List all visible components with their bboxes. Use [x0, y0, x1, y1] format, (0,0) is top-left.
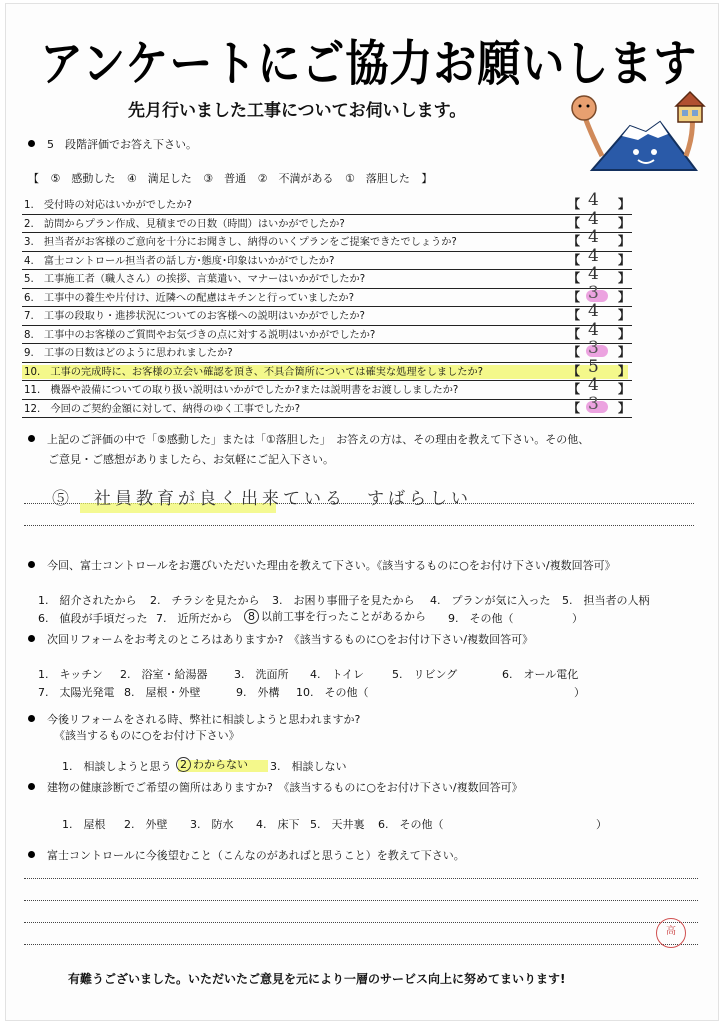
option-item[interactable]: 6. オール電化 [502, 668, 579, 681]
rating-table [22, 190, 632, 418]
option-item[interactable]: 1. 相談しようと思う [62, 760, 172, 773]
option-item[interactable]: 4. 床下 [256, 818, 300, 831]
answer-value[interactable]: 4 [588, 375, 599, 395]
bullet-icon [28, 783, 35, 790]
answer-line[interactable] [24, 922, 698, 923]
answer-value[interactable]: 4 [588, 319, 599, 340]
reason-prompt: 上記のご評価の中で「⑤感動した」または「①落胆した」 お答えの方は、その理由を教えて下さい。その他、 [28, 432, 589, 447]
answer-line[interactable] [24, 944, 698, 945]
table-row: 1. 受付時の対応はいかがでしたか? 【 4 】 [22, 196, 632, 215]
table-row: 4. 富士コントロール担当者の話し方･態度･印象はいかがでしたか? 【 4 】 [22, 252, 632, 271]
table-row: 11. 機器や設備についての取り扱い説明はいかがでしたか?または説明書をお渡ししましたか? 【 4 】 [22, 381, 632, 400]
reason-prompt-2: ご意見・ご感想がありましたら、お気軽にご記入下さい。 [48, 453, 334, 466]
option-item[interactable]: 5. 天井裏 [310, 818, 365, 831]
answer-value[interactable]: 3 [588, 282, 599, 303]
option-item[interactable]: 2. 浴室・給湯器 [120, 668, 208, 681]
option-item[interactable]: 9. 外構 [236, 686, 280, 699]
bullet-icon [28, 715, 35, 722]
option-close-paren: ） [596, 818, 607, 831]
table-row: 7. 工事の段取り・進捗状況についてのお客様への説明はいかがでしたか? 【 4 】 [22, 307, 632, 326]
option-item[interactable]: 3. お困り事冊子を見たから [272, 594, 415, 607]
option-item[interactable]: 6. 値段が手頃だった [38, 612, 148, 625]
footer-thanks: 有難うございました。いただいたご意見を元により一層のサービス向上に努めてまいります! [68, 972, 566, 986]
option-item[interactable]: 5. 担当者の人柄 [562, 594, 650, 607]
table-row: 10. 工事の完成時に、お客様の立会い確認を頂き、不具合箇所については確実な処理をしましたか? 【 5 】 [22, 363, 632, 382]
option-close-paren: ） [574, 686, 585, 699]
option-item[interactable]: 3. 洗面所 [234, 668, 289, 681]
table-row: 5. 工事施工者（職人さん）の挨拶、言葉遣い、マナーはいかがでしたか? 【 4 】 [22, 270, 632, 289]
table-row: 8. 工事中のお客様のご質問やお気づきの点に対する説明はいかがでしたか? 【 4 】 [22, 326, 632, 345]
answer-value[interactable]: 4 [588, 301, 599, 321]
option-item[interactable]: 1. キッチン [38, 668, 103, 681]
option-item[interactable]: 7. 近所だから [156, 612, 233, 625]
option-item-selected[interactable]: 2 わからない [176, 756, 248, 772]
mountain-mascot-icon [568, 86, 718, 176]
circled-mark: 8 [244, 609, 259, 624]
seal-stamp: 高 [656, 918, 686, 948]
answer-value[interactable]: 3 [588, 393, 599, 414]
reform-question: 次回リフォームをお考えのところはありますか? 《該当するものに○をお付け下さい/複数回答可》 [28, 632, 533, 647]
choice-question: 今回、富士コントロールをお選びいただいた理由を教えて下さい。《該当するものに○をお付け下さい/複数回答可》 [28, 558, 616, 573]
option-item-selected[interactable]: 8 以前工事を行ったことがあるから [244, 608, 426, 624]
option-item[interactable]: 4. トイレ [310, 668, 364, 681]
option-item[interactable]: 2. 外壁 [124, 818, 168, 831]
option-item[interactable]: 3. 相談しない [270, 760, 347, 773]
bullet-icon [28, 140, 35, 147]
consult-question: 今後リフォームをされる時、弊社に相談しようと思われますか? [28, 712, 360, 727]
consult-note: 《該当するものに○をお付け下さい》 [54, 729, 240, 742]
handwritten-comment: ⑤ 社員教育が良く出来ている すばらしい [52, 489, 472, 509]
option-item[interactable]: 3. 防水 [190, 818, 234, 831]
option-item[interactable]: 1. 紹介されたから [38, 594, 137, 607]
bullet-icon [28, 435, 35, 442]
answer-line[interactable] [24, 878, 698, 879]
bullet-icon [28, 635, 35, 642]
table-row: 9. 工事の日数はどのように思われましたか? 【 3 】 [22, 344, 632, 363]
page-title: アンケートにご協力お願いします [40, 36, 698, 93]
option-item[interactable]: 4. プランが気に入った [430, 594, 551, 607]
option-item-other[interactable]: 10. その他（ [296, 686, 369, 699]
rating-instruction: 5 段階評価でお答え下さい。 [28, 137, 197, 152]
option-item[interactable]: 2. チラシを見たから [150, 594, 260, 607]
option-item-other[interactable]: 9. その他（ [448, 612, 514, 625]
rating-legend: 【 ⑤ 感動した ④ 満足した ③ 普通 ② 不満がある ① 落胆した 】 [28, 172, 433, 185]
bullet-icon [28, 561, 35, 568]
request-question: 富士コントロールに今後望むこと（こんなのがあればと思うこと）を教えて下さい。 [28, 848, 465, 863]
answer-value[interactable]: 3 [588, 338, 599, 358]
answer-line[interactable] [24, 900, 698, 901]
table-row: 6. 工事中の養生や片付け、近隣への配慮はキチンと行っていましたか? 【 3 】 [22, 289, 632, 308]
table-row: 3. 担当者がお客様のご意向を十分にお聞きし、納得のいくプランをご提案できたでしょうか? 【 4 】 [22, 233, 632, 252]
option-close-paren: ） [572, 612, 583, 625]
table-row: 2. 訪問からプラン作成、見積までの日数（時間）はいかがでしたか? 【 4 】 [22, 215, 632, 234]
option-item-other[interactable]: 6. その他（ [378, 818, 444, 831]
bullet-icon [28, 851, 35, 858]
answer-value[interactable]: 4 [588, 190, 599, 210]
option-item[interactable]: 7. 太陽光発電 [38, 686, 115, 699]
answer-value[interactable]: 4 [588, 208, 599, 229]
option-item[interactable]: 5. リビング [392, 668, 458, 681]
table-row: 12. 今回のご契約金額に対して、納得のゆく工事でしたか? 【 3 】 [22, 400, 632, 419]
answer-value[interactable]: 4 [588, 245, 599, 266]
option-item[interactable]: 8. 屋根・外壁 [124, 686, 201, 699]
diagnosis-question: 建物の健康診断でご希望の箇所はありますか? 《該当するものに○をお付け下さい/複数回答可》 [28, 780, 523, 795]
page-subtitle: 先月行いました工事についてお伺いします。 [128, 101, 467, 121]
option-item[interactable]: 1. 屋根 [62, 818, 106, 831]
answer-value[interactable]: 4 [588, 264, 599, 284]
answer-value[interactable]: 5 [588, 356, 599, 377]
circled-mark: 2 [176, 757, 191, 772]
answer-value[interactable]: 4 [588, 227, 599, 247]
